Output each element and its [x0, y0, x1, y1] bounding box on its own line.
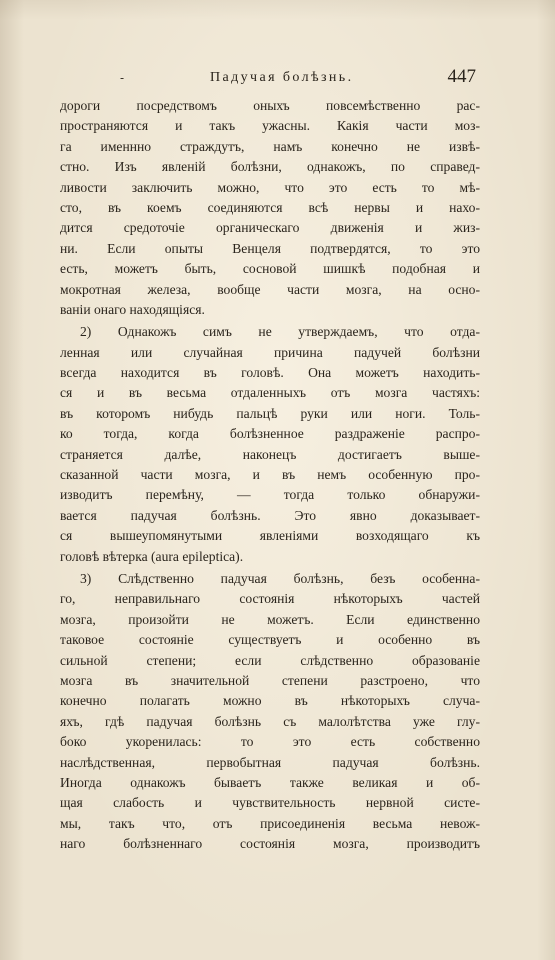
text-line: стно. Изъ явленій болѣзни, однакожъ, по справед- [60, 159, 480, 175]
text-line: га именнно страждутъ, намъ конечно не извѣ- [60, 138, 480, 154]
text-line: есть, можетъ быть, сосновой шишкѣ подобная и [60, 261, 480, 277]
text-line: ся и въ весьма отдаленныхъ отъ мозга частяхъ: [60, 385, 480, 401]
text-line: наго болѣзненнаго состоянія мозга, производитъ [60, 836, 480, 852]
running-header [60, 62, 480, 92]
text-line: дороги посредствомъ оныхъ повсемѣственно рас- [60, 98, 480, 113]
text-line: мозга, произойти не можетъ. Если единственно [60, 611, 480, 627]
text-line: ко тогда, когда болѣзненное раздраженіе распро- [60, 426, 480, 442]
text-line: Иногда однакожъ бываетъ также великая и об- [60, 774, 480, 790]
text-line: сто, въ коемъ соединяются всѣ нервы и нахо- [60, 199, 480, 215]
text-line: пространяются и такъ ужасны. Какія части моз- [60, 118, 480, 134]
text-line: ся вышеупомянутыми явленіями возходящаго къ [60, 528, 480, 544]
text-line: дится средоточіе органическаго движенія и жиз- [60, 220, 480, 236]
page-number: 447 [447, 66, 476, 87]
text-line: конечно полагать можно въ нѣкоторыхъ случа- [60, 693, 480, 709]
text-line: вается падучая болѣзнь. Это явно доказывает- [60, 507, 480, 523]
text-line: всегда находится въ головѣ. Она можетъ находить- [60, 365, 480, 381]
text-line: мокротная железа, вообще части мозга, на осно- [60, 281, 480, 297]
paragraph-end-line: головѣ вѣтерка (aura epileptica). [60, 548, 244, 564]
text-line: ливости заключить можно, что это есть то мѣ- [60, 179, 480, 195]
text-line: сильной степени; если слѣдственно образованіе [60, 652, 480, 668]
text-line: ни. Если опыты Венцеля подтвердятся, то это [60, 240, 480, 256]
text-line: страняется далѣе, наконецъ достигаетъ выше- [60, 446, 480, 462]
header-dash: - [120, 71, 125, 85]
text-line: сказанной части мозга, и въ немъ особенную про- [60, 467, 480, 483]
paragraph-end-line: ваніи онаго находящіяся. [60, 301, 205, 317]
text-line: таковое состояніе существуетъ и особенно въ [60, 632, 480, 648]
text-line: боко укоренилась: то это есть собственно [60, 734, 480, 750]
text-line: изводитъ перемѣну, — тогда только обнаружи- [60, 487, 480, 503]
text-line: яхъ, гдѣ падучая болѣзнь съ малолѣтства уже глу- [60, 713, 480, 729]
text-line: мы, такъ что, отъ присоединенія весьма невож- [60, 815, 480, 831]
page-body-text [60, 96, 480, 854]
text-line: въ которомъ нибудь пальцѣ руки или ноги. Толь- [60, 405, 480, 421]
text-line: мозга въ значительной степени разстроено, что [60, 672, 480, 688]
paragraph-2-first-line: 2) Однакожъ симъ не утверждаемъ, что отда- [80, 324, 480, 340]
text-line: ленная или случайная причина падучей болѣзни [60, 344, 480, 360]
text-line: го, неправильнаго состоянія нѣкоторыхъ частей [60, 591, 480, 607]
paragraph-3-first-line: 3) Слѣдственно падучая болѣзнь, безъ особенна- [80, 570, 480, 586]
text-line: наслѣдственная, первобытная падучая болѣзнь. [60, 754, 480, 770]
running-title: Падучая болѣзнь. [210, 70, 354, 85]
text-line: щая слабость и чувствительность нервной систе- [60, 795, 480, 811]
